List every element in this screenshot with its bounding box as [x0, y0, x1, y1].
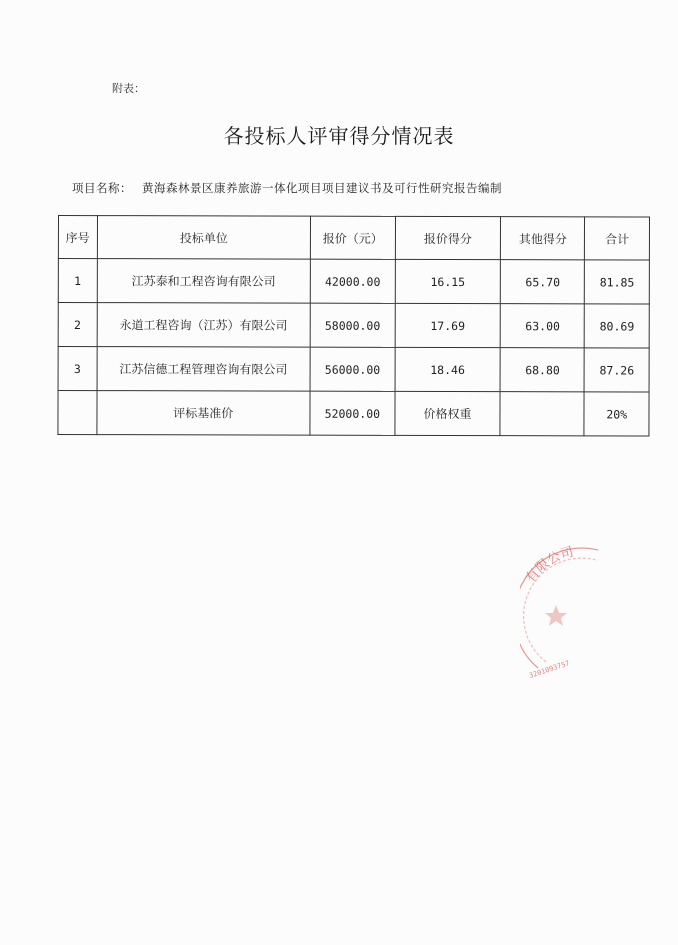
appendix-label: 附表：: [112, 82, 145, 95]
cell-price: 58000.00: [310, 303, 395, 347]
cell-price-score: 18.46: [395, 347, 501, 391]
project-name: 黄海森林景区康养旅游一体化项目项目建议书及可行性研究报告编制: [142, 181, 502, 195]
cell-no: 2: [58, 303, 97, 347]
svg-text:有限公司: [523, 545, 575, 586]
cell-empty: [58, 391, 97, 435]
cell-total: 80.69: [585, 304, 650, 348]
cell-other-score: 68.80: [500, 348, 584, 392]
cell-company: 江苏信德工程管理咨询有限公司: [97, 347, 311, 392]
cell-price: 42000.00: [310, 259, 395, 303]
project-line: [72, 180, 502, 196]
weight-value: 20%: [584, 392, 649, 436]
table-row: [58, 303, 649, 349]
header-total: 合计: [585, 217, 650, 260]
cell-price-score: 16.15: [395, 259, 501, 303]
table-footer-row: [58, 391, 649, 437]
table-row: [58, 347, 649, 393]
header-price-score: 报价得分: [395, 216, 501, 259]
base-price-label: 评标基准价: [96, 391, 310, 436]
base-price-value: 52000.00: [310, 391, 395, 435]
cell-other-score: 65.70: [501, 260, 585, 304]
table-header-row: [58, 216, 649, 261]
weight-label: 价格权重: [395, 391, 501, 435]
cell-total: 81.85: [585, 260, 650, 304]
score-table: [57, 215, 650, 437]
cell-company: 江苏泰和工程咨询有限公司: [97, 259, 311, 304]
header-price: 报价（元）: [311, 216, 396, 259]
cell-no: 3: [58, 347, 97, 391]
cell-other-score: 63.00: [501, 304, 585, 348]
cell-total: 87.26: [585, 348, 650, 392]
header-other-score: 其他得分: [501, 217, 585, 260]
cell-no: 1: [58, 259, 97, 303]
project-label: 项目名称：: [72, 181, 132, 195]
cell-empty: [500, 392, 584, 436]
seal-text: 有限公司: [523, 544, 576, 586]
cell-company: 永道工程咨询（江苏）有限公司: [97, 303, 311, 348]
page-title: 各投标人评审得分情况表: [223, 124, 455, 148]
cell-price-score: 17.69: [395, 303, 501, 347]
header-company: 投标单位: [97, 216, 311, 260]
company-seal-icon: [520, 540, 650, 690]
table-row: [58, 259, 649, 305]
cell-price: 56000.00: [310, 347, 395, 391]
seal-number: 3201093757: [528, 659, 571, 680]
header-no: 序号: [58, 216, 97, 259]
